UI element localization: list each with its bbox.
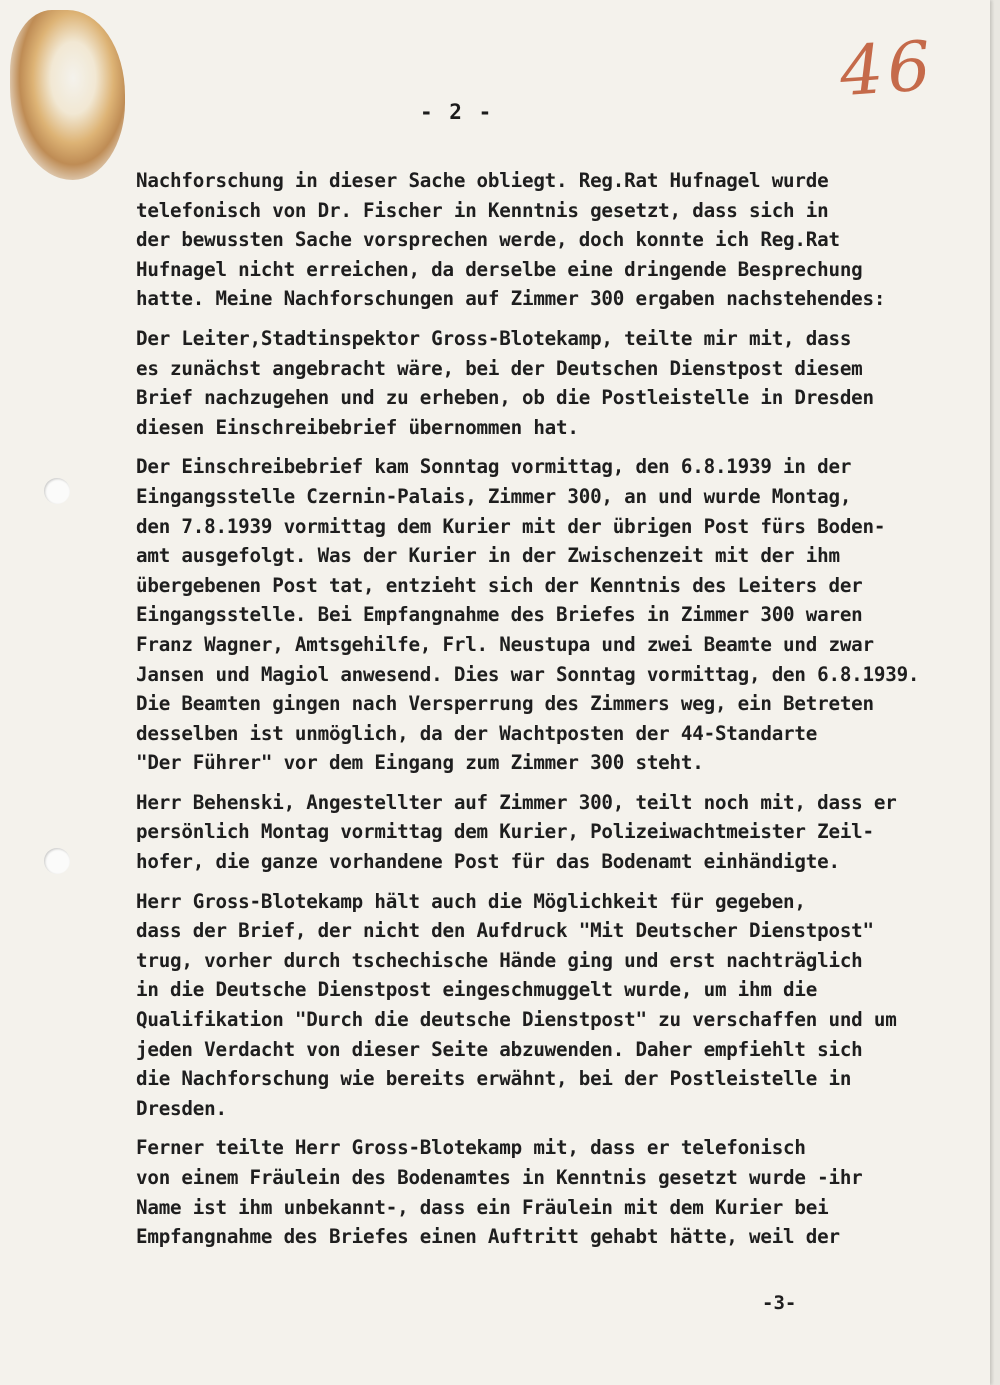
- text-line: hofer, die ganze vorhandene Post für das Bodenamt einhändigte.: [136, 850, 840, 874]
- text-line: persönlich Montag vormittag dem Kurier, Polizeiwachtmeister Zeil-: [136, 820, 874, 844]
- text-line: Herr Gross-Blotekamp hält auch die Möglichkeit für gegeben,: [136, 889, 806, 913]
- text-line: dass der Brief, der nicht den Aufdruck "Mit Deutscher Dienstpost": [136, 919, 874, 943]
- text-line: die Nachforschung wie bereits erwähnt, bei der Postleistelle in: [136, 1067, 852, 1091]
- text-line: "Der Führer" vor dem Eingang zum Zimmer 300 steht.: [136, 751, 704, 775]
- continuation-marker: -3-: [762, 1292, 797, 1314]
- text-line: Herr Behenski, Angestellter auf Zimmer 300, teilt noch mit, dass er: [136, 790, 897, 814]
- text-line: Der Einschreibebrief kam Sonntag vormittag, den 6.8.1939 in der: [136, 455, 852, 479]
- text-line: hatte. Meine Nachforschungen auf Zimmer 300 ergaben nachstehendes:: [136, 287, 886, 311]
- text-line: den 7.8.1939 vormittag dem Kurier mit der übrigen Post fürs Boden-: [136, 514, 886, 538]
- punch-hole-top: [44, 478, 70, 504]
- text-line: amt ausgefolgt. Was der Kurier in der Zwischenzeit mit der ihm: [136, 544, 840, 568]
- burn-stain: [10, 10, 125, 180]
- text-line: desselben ist unmöglich, da der Wachtposten der 44-Standarte: [136, 721, 818, 745]
- text-line: Name ist ihm unbekannt-, dass ein Fräulein mit dem Kurier bei: [136, 1195, 829, 1219]
- text-line: trug, vorher durch tschechische Hände ging und erst nachträglich: [136, 948, 863, 972]
- text-line: es zunächst angebracht wäre, bei der Deutschen Dienstpost diesem: [136, 356, 863, 380]
- paragraph: [136, 887, 966, 1124]
- text-line: Der Leiter,Stadtinspektor Gross-Blotekamp, teilte mir mit, dass: [136, 326, 852, 350]
- text-line: Nachforschung in dieser Sache obliegt. Reg.Rat Hufnagel wurde: [136, 169, 829, 192]
- text-line: von einem Fräulein des Bodenamtes in Kenntnis gesetzt wurde -ihr: [136, 1166, 863, 1189]
- text-line: der bewussten Sache vorsprechen werde, doch konnte ich Reg.Rat: [136, 228, 840, 252]
- text-line: übergebenen Post tat, entzieht sich der Kenntnis des Leiters der: [136, 573, 863, 597]
- page-number: - 2 -: [420, 100, 494, 124]
- text-line: Eingangsstelle Czernin-Palais, Zimmer 300, an und wurde Montag,: [136, 484, 852, 508]
- text-line: in die Deutsche Dienstpost eingeschmuggelt wurde, um ihm die: [136, 978, 818, 1002]
- text-line: Jansen und Magiol anwesend. Dies war Sonntag vormittag, den 6.8.1939.: [136, 662, 920, 686]
- punch-hole-bottom: [44, 848, 70, 874]
- text-line: Dresden.: [136, 1096, 227, 1120]
- text-line: telefonisch von Dr. Fischer in Kenntnis gesetzt, dass sich in: [136, 198, 829, 222]
- paragraph: [136, 452, 966, 778]
- text-line: jeden Verdacht von dieser Seite abzuwenden. Daher empfiehlt sich: [136, 1037, 863, 1061]
- text-line: Brief nachzugehen und zu erheben, ob die Postleistelle in Dresden: [136, 386, 874, 410]
- text-line: Hufnagel nicht erreichen, da derselbe eine dringende Besprechung: [136, 257, 863, 281]
- text-line: Eingangsstelle. Bei Empfangnahme des Briefes in Zimmer 300 waren: [136, 603, 863, 627]
- text-line: diesen Einschreibebrief übernommen hat.: [136, 415, 579, 439]
- letter-body: [136, 166, 966, 1262]
- text-line: Empfangnahme des Briefes einen Auftritt gehabt hätte, weil der: [136, 1225, 840, 1249]
- paragraph: [136, 166, 966, 314]
- paragraph: [136, 324, 966, 442]
- text-line: Die Beamten gingen nach Versperrung des Zimmers weg, ein Betreten: [136, 692, 874, 716]
- text-line: Qualifikation "Durch die deutsche Dienstpost" zu verschaffen und um: [136, 1008, 897, 1032]
- handwritten-folio-number: 46: [837, 26, 938, 113]
- text-line: Ferner teilte Herr Gross-Blotekamp mit, dass er telefonisch: [136, 1136, 806, 1160]
- paragraph: [136, 1133, 966, 1251]
- text-line: Franz Wagner, Amtsgehilfe, Frl. Neustupa und zwei Beamte und zwar: [136, 632, 874, 656]
- paragraph: [136, 788, 966, 877]
